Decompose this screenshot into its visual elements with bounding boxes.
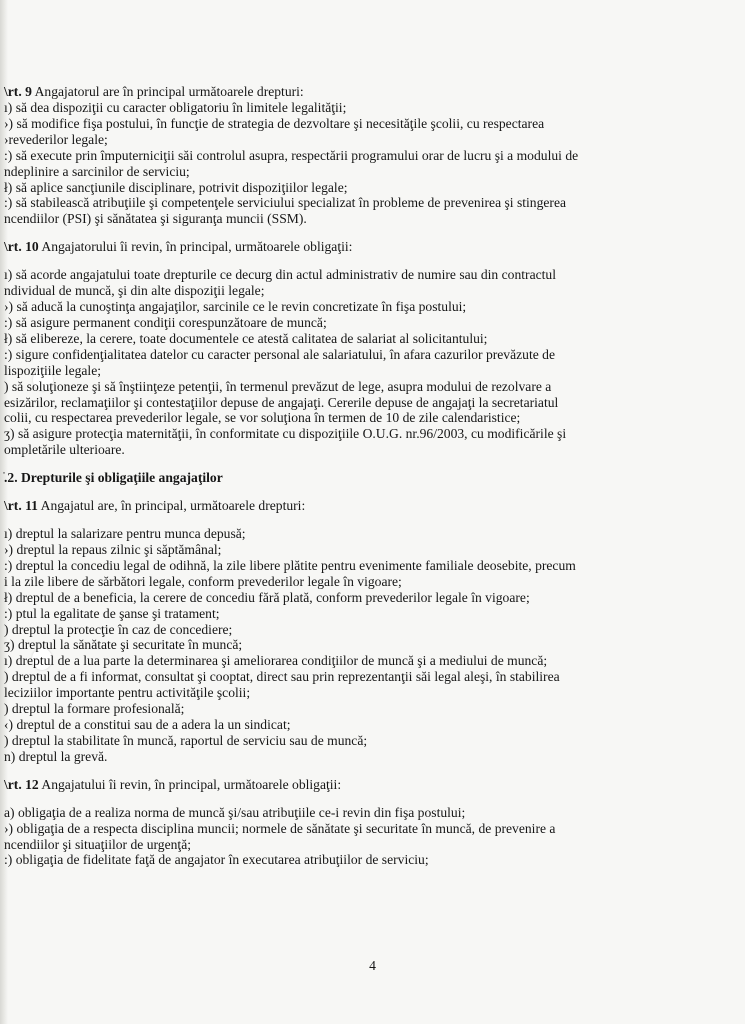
art12-item: a) obligaţia de a realiza norma de muncă şi/sau atribuţiile ce-i revin din fişa postului; <box>4 804 466 820</box>
article-11-label: \rt. 11 <box>4 498 38 514</box>
art11-item: ‹) dreptul de a constitui sau de a adera la un sindicat; <box>4 717 291 732</box>
art10-item: ʒ) să asigure protecţia maternităţii, în conformitate cu dispoziţiile O.U.G. nr.96/2003, cu modificările şi <box>4 426 567 442</box>
article-11-heading <box>4 498 726 514</box>
article-12-label: \rt. 12 <box>4 776 39 792</box>
art11-item: ı) dreptul la salarizare pentru munca depusă; <box>4 526 246 542</box>
article-11 <box>4 498 726 765</box>
art11-item: ) dreptul la formare profesională; <box>4 701 185 717</box>
art11-item: ) dreptul de a fi informat, consultat şi cooptat, direct sau prin reprezentanţii săi legal aleşi, în stabilirea <box>4 669 560 685</box>
article-10 <box>4 239 726 458</box>
art9-item: ›) să modifice fişa postului, în funcţie de strategia de dezvoltare şi necesităţile şcolii, cu respectarea <box>4 115 545 131</box>
art10-item: ›) să aducă la cunoştinţa angajaţilor, sarcinile ce le revin concretizate în fişa postului; <box>4 299 467 315</box>
art11-item: leciziilor importante pentru activităţile şcolii; <box>4 685 251 701</box>
art9-item: :) să execute prin împuterniciţii săi controlul asupra, respectării programului orar de lucru şi a modului de <box>4 147 579 163</box>
art9-item: ›revederilor legale; <box>4 131 108 147</box>
art10-item: lispoziţiile legale; <box>4 362 102 378</box>
article-9-heading <box>4 84 726 100</box>
article-9 <box>4 84 726 227</box>
art11-item: ł) dreptul de a beneficia, la cerere de concediu fără plată, conform prevederilor legale în vigoare; <box>4 589 530 605</box>
art9-item: ł) să aplice sancţiunile disciplinare, potrivit dispoziţiilor legale; <box>4 179 348 195</box>
article-12 <box>4 777 726 869</box>
article-10-heading <box>4 239 726 255</box>
art10-item: ompletările ulterioare. <box>4 442 125 458</box>
article-12-heading <box>4 777 726 793</box>
art11-item: ı) dreptul de a lua parte la determinarea şi ameliorarea condiţiilor de muncă şi a mediului de muncă; <box>4 653 548 669</box>
art11-item: ʒ) dreptul la sănătate şi securitate în muncă; <box>4 637 243 653</box>
article-12-intro: Angajatului îi revin, în principal, următoarele obligaţii: <box>38 776 342 792</box>
article-9-label: \rt. 9 <box>4 84 32 99</box>
art10-item: ndividual de muncă, şi din alte dispoziţii legale; <box>4 283 265 299</box>
article-11-intro: Angajatul are, în principal, următoarele drepturi: <box>37 498 306 514</box>
art11-item: i la zile libere de sărbători legale, conform prevederilor legale în vigoare; <box>4 573 402 589</box>
article-10-intro: Angajatorului îi revin, în principal, următoarele obligaţii: <box>38 239 353 255</box>
art11-item: ) dreptul la stabilitate în muncă, raportul de serviciu sau de muncă; <box>4 732 368 748</box>
page-number: 4 <box>369 958 376 973</box>
art9-item: :) să stabilească atribuţiile şi competenţele serviciului specializat în probleme de prevenirea şi stingerea <box>4 195 567 211</box>
art11-item: :) ptul la egalitate de şanse şi tratament; <box>4 605 220 621</box>
article-9-intro: Angajatorul are în principal următoarele drepturi: <box>31 84 304 99</box>
art10-item: ) să soluţioneze şi să înştiinţeze petenţii, în termenul prevăzut de lege, asupra modului de rezolvare a <box>4 378 552 394</box>
art11-item: n) dreptul la grevă. <box>4 748 108 764</box>
art9-item: ncendiilor (PSI) şi sănătatea şi siguranţa muncii (SSM). <box>4 211 307 227</box>
art12-item: ncendiilor şi situaţiilor de urgenţă; <box>4 836 192 852</box>
art11-item: ›) dreptul la repaus zilnic şi săptămânal; <box>4 542 222 558</box>
art10-item: colii, cu respectarea prevederilor legale, se vor soluţiona în termen de 10 de zile calendaristice; <box>4 410 521 426</box>
art9-item: ı) să dea dispoziţii cu caracter obligatoriu în limitele legalităţii; <box>4 100 347 115</box>
section-title: ׁ.2. Drepturile şi obligaţiile angajaţilor <box>4 470 223 486</box>
art12-item: :) obligaţia de fidelitate faţă de angajator în executarea atribuţiilor de serviciu; <box>4 852 429 868</box>
document-body <box>4 84 726 868</box>
art10-item: :) să asigure permanent condiţii corespunzătoare de muncă; <box>4 314 327 330</box>
art11-item: ) dreptul la protecţie în caz de concediere; <box>4 621 233 637</box>
art10-item: ı) să acorde angajatului toate drepturile ce decurg din actul administrativ de numire sau din contractul <box>4 267 556 283</box>
art11-item: :) dreptul la concediu legal de odihnă, la zile libere plătite pentru evenimente familiale deosebite, precum <box>4 557 576 573</box>
article-10-label: \rt. 10 <box>4 239 39 255</box>
art10-item: esizărilor, reclamaţiilor şi contestaţiilor depuse de angajaţi. Cererile depuse de angajaţi la secretariatul <box>4 394 559 410</box>
art9-item: ndeplinire a sarcinilor de serviciu; <box>4 163 190 179</box>
art12-item: ›) obligaţia de a respecta disciplina muncii; normele de sănătate şi securitate în muncă, de prevenire a <box>4 820 556 836</box>
art10-item: :) sigure confidenţialitatea datelor cu caracter personal ale salariatului, în afara cazurilor prevăzute de <box>4 346 556 362</box>
art10-item: ł) să elibereze, la cerere, toate documentele ce atestă calitatea de salariat al solicitantului; <box>4 330 488 346</box>
